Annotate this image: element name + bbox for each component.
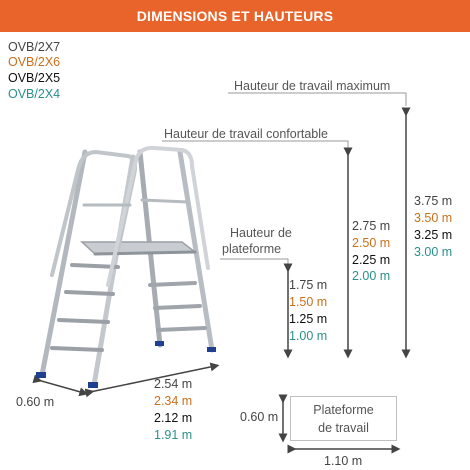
max-height-ovb-2x7: 3.75 m [414,194,453,208]
model-ovb-2x5: OVB/2X5 [8,71,61,85]
platform-width-value: 0.60 m [240,410,279,424]
comfort-height-ovb-2x5: 2.25 m [352,253,391,267]
platform-label-line2: de travail [318,421,369,435]
platform-height-ovb-2x6: 1.50 m [289,295,328,309]
base-length-ovb-2x7: 2.54 m [154,377,193,391]
max-height-ovb-2x6: 3.50 m [414,211,453,225]
platform-height-ovb-2x5: 1.25 m [289,312,328,326]
max-height-ovb-2x4: 3.00 m [414,245,453,259]
max-work-height-label: Hauteur de travail maximum [234,79,391,93]
base-length-ovb-2x5: 2.12 m [154,411,193,425]
platform-label-line1: Plateforme [313,403,374,417]
base-length-ovb-2x6: 2.34 m [154,394,193,408]
base-length-ovb-2x4: 1.91 m [154,428,193,442]
platform-height-label-line2: plateforme [222,242,282,256]
ladder-illustration [36,148,216,388]
title-banner: DIMENSIONS ET HAUTEURS [0,0,470,32]
platform-height-ovb-2x4: 1.00 m [289,329,328,343]
base-width-value: 0.60 m [16,395,55,409]
platform-height-ovb-2x7: 1.75 m [289,278,328,292]
model-ovb-2x4: OVB/2X4 [8,87,61,101]
comfort-height-ovb-2x7: 2.75 m [352,219,391,233]
platform-height-label-line1: Hauteur de [230,226,292,240]
model-ovb-2x7: OVB/2X7 [8,40,61,54]
platform-length-value: 1.10 m [324,454,363,468]
max-height-ovb-2x5: 3.25 m [414,228,453,242]
base-width-arrow [38,380,84,393]
base-length-arrow [90,366,215,392]
comfort-work-height-label: Hauteur de travail confortable [164,127,328,141]
comfort-height-ovb-2x4: 2.00 m [352,269,391,283]
comfort-height-ovb-2x6: 2.50 m [352,236,391,250]
model-ovb-2x6: OVB/2X6 [8,55,61,69]
work-platform-box [290,396,397,441]
